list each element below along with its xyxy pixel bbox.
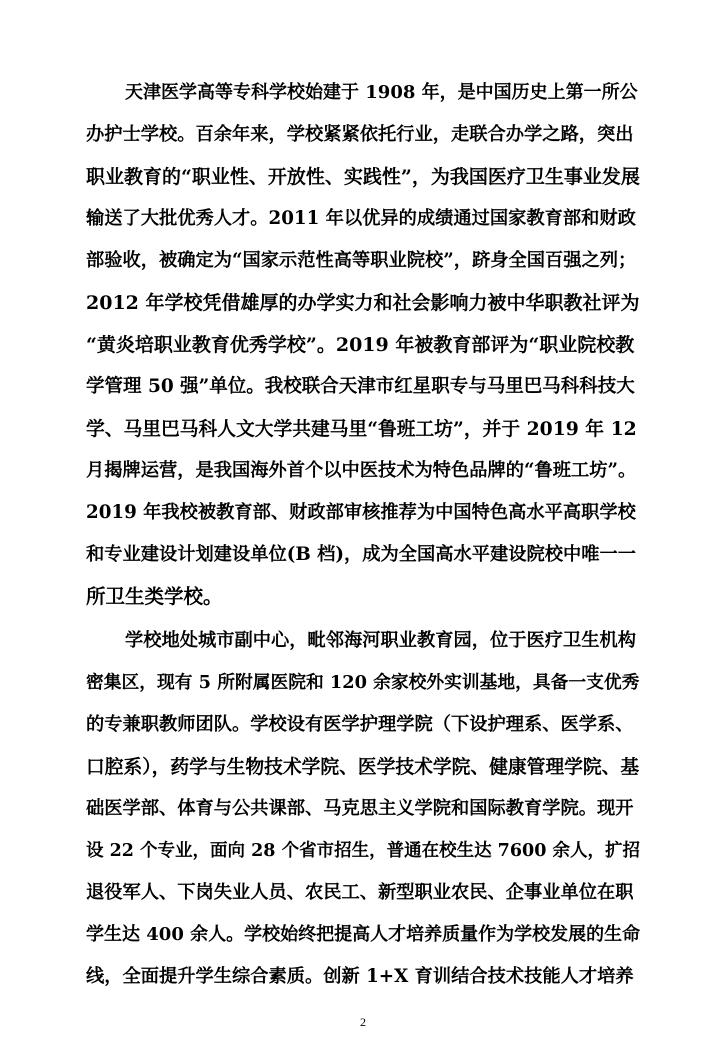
paragraph-1-line-1: 天津医学高等专科学校始建于 1908 年，是中国历史上第一所公 [125, 82, 638, 103]
paragraph-1-line-10: 月揭牌运营，是我国海外首个以中医技术为特色品牌的“鲁班工坊”。 [86, 460, 637, 481]
paragraph-1-line-9: 学、马里巴马科人文大学共建马里“鲁班工坊”，并于 2019 年 12 [86, 418, 637, 440]
paragraph-1-line-13: 所卫生类学校。 [86, 585, 223, 608]
paragraph-1-line-8: 学管理 50 强”单位。我校联合天津市红星职专与马里巴马科科技大 [86, 376, 635, 397]
paragraph-2-line-4: 口腔系），药学与生物技术学院、医学技术学院、健康管理学院、基 [86, 756, 640, 778]
paragraph-2-line-3: 的专兼职教师团队。学校设有医学护理学院（下设护理系、医学系、 [86, 714, 634, 735]
paragraph-1-line-12: 和专业建设计划建设单位(B 档)，成为全国高水平建设院校中唯一一 [86, 544, 637, 565]
paragraph-2-line-6: 设 22 个专业，面向 28 个省市招生，普通在校生达 7600 余人，扩招 [86, 841, 640, 861]
paragraph-1-line-7: “黄炎培职业教育优秀学校”。2019 年被教育部评为“职业院校教 [86, 334, 635, 356]
paragraph-2-line-7: 退役军人、下岗失业人员、农民工、新型职业农民、企事业单位在职 [86, 882, 634, 903]
paragraph-2-line-5: 础医学部、体育与公共课部、马克思主义学院和国际教育学院。现开 [86, 798, 634, 819]
page-number: 2 [360, 1015, 366, 1029]
paragraph-1-line-3: 职业教育的“职业性、开放性、实践性”，为我国医疗卫生事业发展 [86, 166, 640, 188]
paragraph-2-line-1: 学校地处城市副中心，毗邻海河职业教育园，位于医疗卫生机构 [125, 630, 636, 651]
paragraph-1-line-11: 2019 年我校被教育部、财政部审核推荐为中国特色高水平高职学校 [86, 502, 636, 523]
paragraph-1-line-5: 部验收，被确定为“国家示范性高等职业院校”，跻身全国百强之列； [86, 250, 637, 271]
paragraph-2-line-2: 密集区，现有 5 所附属医院和 120 余家校外实训基地，具备一支优秀 [86, 672, 640, 693]
paragraph-1-line-2: 办护士学校。百余年来，学校紧紧依托行业，走联合办学之路，突出 [86, 124, 634, 145]
paragraph-1-line-6: 2012 年学校凭借雄厚的办学实力和社会影响力被中华职教社评为 [86, 292, 640, 314]
paragraph-2-line-8: 学生达 400 余人。学校始终把提高人才培养质量作为学校发展的生命 [86, 924, 641, 945]
paragraph-1-line-4: 输送了大批优秀人才。2011 年以优异的成绩通过国家教育部和财政 [86, 208, 636, 229]
paragraph-2-line-9: 线，全面提升学生综合素质。创新 1+X 育训结合技术技能人才培养 [86, 966, 634, 987]
